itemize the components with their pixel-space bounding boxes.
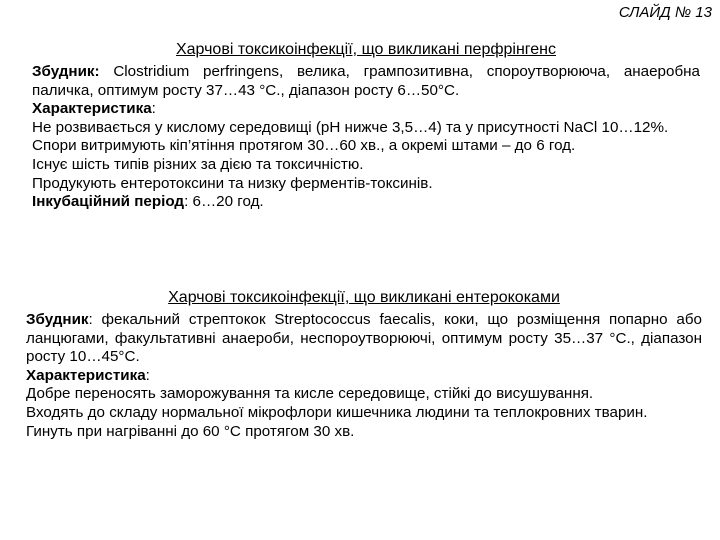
characteristic-heading [26, 367, 702, 386]
characteristic-line: Продукують ентеротоксини та низку ферментів-токсинів. [32, 174, 433, 192]
characteristic-line: Не розвивається у кислому середовищі (рН нижче 3,5…4) та у присутності NaCl 10…12%. [32, 118, 669, 136]
agent-label: Збудник [26, 311, 89, 328]
incubation-text: : 6…20 год. [184, 193, 264, 211]
agent-text: Clostridium perfringens, велика, грампозитивна, спороутворююча, анаеробна паличка, оптимум росту 37…43 °С., діапазон росту 6…50°С. [32, 63, 700, 99]
characteristic-label: Характеристика [26, 366, 146, 384]
agent-paragraph [32, 63, 700, 100]
agent-paragraph [26, 311, 702, 367]
characteristic-line: Добре переносять заморожування та кисле середовище, стійкі до висушування. [26, 385, 594, 403]
characteristic-colon: : [151, 100, 156, 118]
section-perfringens [32, 40, 700, 212]
section-title-enterococci: Харчові токсикоінфекції, що викликані ентерококами [168, 289, 560, 306]
incubation-paragraph [32, 193, 700, 212]
characteristic-line: Входять до складу нормальної мікрофлори кишечника людини та теплокровних тварин. [26, 403, 648, 421]
characteristic-heading [32, 100, 700, 119]
section-title-perfringens: Харчові токсикоінфекції, що викликані перфрінгенс [175, 41, 557, 58]
characteristic-label: Характеристика [32, 100, 152, 118]
section-enterococci [26, 288, 702, 441]
agent-label: Збудник: [32, 63, 100, 80]
characteristic-colon: : [145, 366, 150, 384]
characteristic-line: Гинуть при нагріванні до 60 °С протягом 30 хв. [26, 422, 355, 440]
agent-text: : фекальний стрептокок Streptococcus faecalis, коки, що розміщення попарно або ланцюгами, факультативні анаероби, неспороутворюючі, оптимум росту 35…37 °С., діапазон росту 10…45°С. [26, 311, 702, 366]
characteristic-line: Спори витримують кіп’ятіння протягом 30…60 хв., а окремі штами – до 6 год. [32, 137, 576, 155]
slide-number: СЛАЙД № 13 [618, 4, 712, 21]
incubation-label: Інкубаційний період [32, 193, 185, 211]
characteristic-line: Існує шість типів різних за дією та токсичністю. [32, 155, 364, 173]
